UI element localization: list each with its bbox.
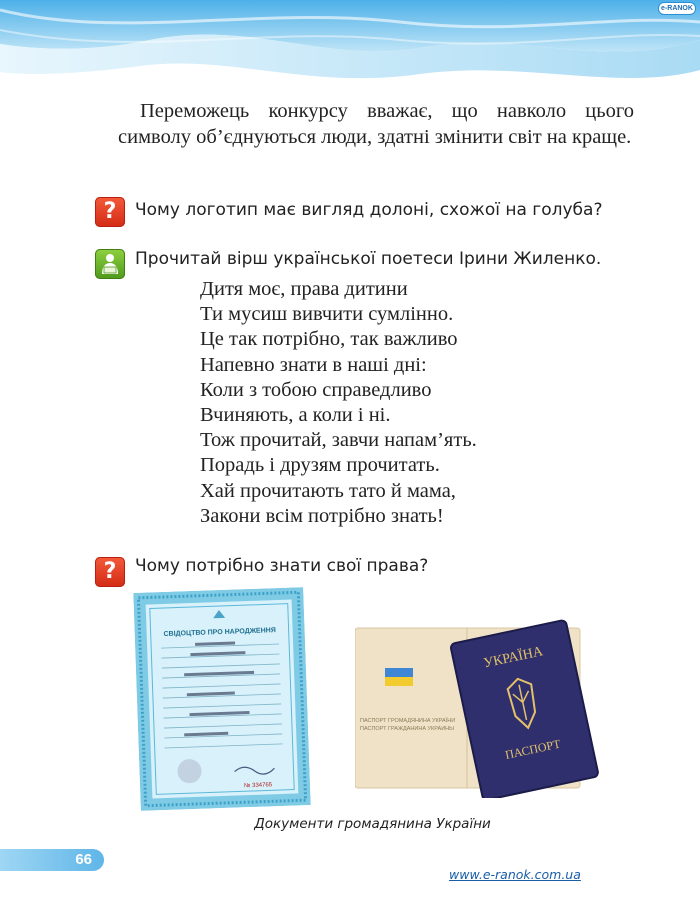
reading-child-icon [95,249,125,279]
question-1-text: Чому логотип має вигляд долоні, схожої на голуба? [135,200,603,220]
birth-certificate-image [133,587,311,811]
poem-line: Ти мусиш вивчити сумлінно. [200,303,454,326]
poem-line: Тож прочитай, завчи напам’ять. [200,429,477,452]
certificate-title: СВІДОЦТВО ПРО НАРОДЖЕННЯ [163,627,276,638]
question-mark-icon: ? [95,197,125,227]
poem-line: Порадь і друзям прочитать. [200,454,440,477]
poem-line: Вчиняють, а коли і ні. [200,404,391,427]
passport-image [355,618,600,798]
poem-line: Це так потрібно, так важливо [200,328,458,351]
passport-cover-country: УКРАЇНА [482,644,545,672]
question-mark-icon: ? [95,557,125,587]
poem-line: Коли з тобою справедливо [200,378,432,401]
question-2-text: Чому потрібно знати свої права? [135,556,429,576]
poem-line: Закони всім потрібно знать! [200,504,444,527]
passport-inner-line-2: ПАСПОРТ ГРАЖДАНИНА УКРАИНЫ [360,726,454,732]
poem-line: Хай прочитають тато й мама, [200,479,456,502]
publisher-logo: e-RANOK [658,2,696,15]
website-link[interactable]: www.e-ranok.com.ua [449,867,581,882]
passport-cover-title: ПАСПОРТ [503,736,562,762]
reading-task-text: Прочитай вірш української поетеси Ірини Жиленко. [135,249,602,269]
documents-caption: Документи громадянина України [254,816,491,832]
poem-line: Дитя моє, права дитини [200,278,408,300]
certificate-number: № 334765 [243,782,273,790]
header-wave-banner [0,0,700,95]
passport-inner-line-1: ПАСПОРТ ГРОМАДЯНИНА УКРАЇНИ [360,718,456,724]
poem-line: Напевно знати в наші дні: [200,353,427,376]
intro-paragraph: Переможець конкурсу вважає, що навколо цього символу об’єднуються люди, здатні змінити світ на краще. [118,100,634,148]
poem [200,277,477,529]
page-number-tab [0,849,104,871]
page-number: 66 [75,851,92,868]
